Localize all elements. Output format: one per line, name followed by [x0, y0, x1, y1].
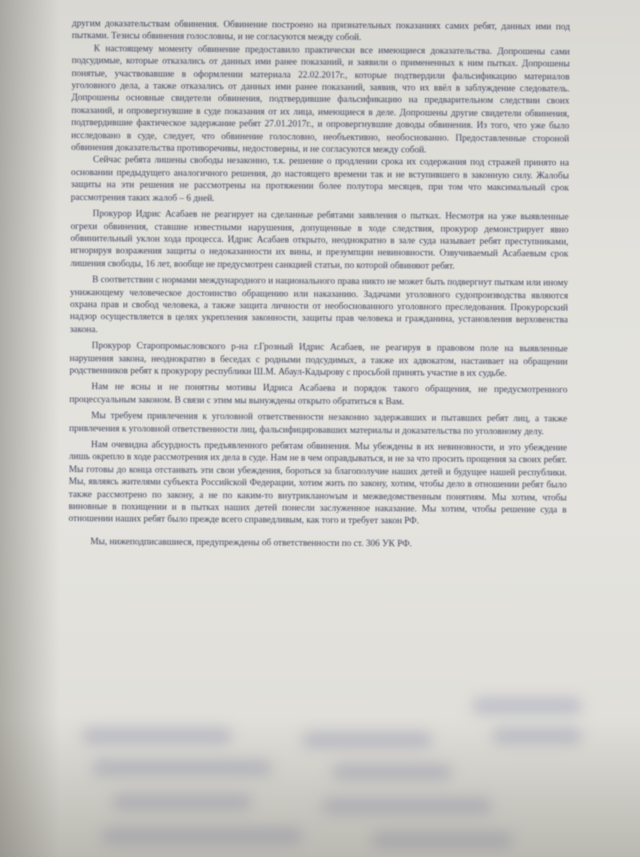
- page-shadow-left: [0, 0, 60, 857]
- paragraph-3: Сейчас ребята лишены свободы незаконно, т.к. решение о продлении срока их содержания под стражей принято на основании предыдущего аналогичного решения, до настоящего времени так и не вступившего в законную силу. Жалобы защиты на эти решения не рассмотрены на протяжении более полутора месяцев, при том что максимальный срок рассмотрения таких жалоб – 6 дней.: [70, 155, 570, 204]
- redacted-signatures: [72, 698, 592, 857]
- paragraph-4: Прокурор Идрис Асабаев не реагирует на сделанные ребятами заявления о пытках. Несмотря на уже выявленные огрехи обвинения, ставшие известными нарушения, допущенные в ходе следствия, прокурор демонстрирует явно обвинительный уклон хода процесса. Идрис Асабаев открыто, неоднократно в зале суда называет ребят преступниками, игнорируя возражения защиты о недоказанности их вины, и презумпции невиновности. Озвучиваемый Асабаевым срок лишения свободы, 16 лет, вообще не предусмотрен санкцией статьи, по которой обвиняют ребят.: [70, 209, 569, 272]
- paragraph-2: К настоящему моменту обвинение предоставило практически все имеющиеся доказательства. Допрошены сами подсудимые, которые отказались от данных ими ранее показаний, и заявили о примененных к ним пытках. Допрошены понятые, участвовавшие в оформлении материала 22.02.2017г., которые подтвердили фальсификацию материалов уголовного дела, а также отказались от данных ими ранее показаний, заявив, что их ввёл в заблуждение следователь. Допрошены основные свидетели обвинения, подтвердившие фальсификацию на предварительном следствии своих показаний, и опровергнувшие в суде показания от их лица, имеющиеся в деле. Допрошены другие свидетели обвинения, подтвердившие фактическое задержание ребят 27.01.2017г., и опровергнувшие доводы обвинения. Из того, что уже было исследовано в суде, следует, что обвинение голословно, необъективно, необоснованно. Предоставленные стороной обвинения доказательства противоречивы, недостоверны, и не согласуются между собой.: [71, 43, 570, 156]
- letter-body: [68, 18, 570, 552]
- signature-statement: Мы, нижеподписавшиеся, предупреждены об ответственности по ст. 306 УК РФ.: [90, 536, 412, 550]
- paragraph-9: Нам очевидна абсурдность предъявленного ребятам обвинения. Мы убеждены в их невиновности, и это убеждение лишь окрепло в ходе рассмотрения их дела в суде. Нам не в чем оправдываться, и не за что просить прощения за своих ребят. Мы готовы до конца отстаивать эти свои убеждения, бороться за благополучие наших детей и будущее нашей республики. Мы, являясь жителями субъекта Российской Федерации, хотим жить по закону, хотим, чтобы дело в отношении ребят было также рассмотрено по закону, а не по каким-то внутрикланowым и межведомственным понятиям. Мы хотим, чтобы виновные в похищении и в пытках наших детей понесли заслуженное наказание. Мы хотим, чтобы решение суда в отношении наших ребят было прежде всего справедливым, как того и требует закон РФ.: [68, 440, 568, 527]
- paragraph-6: Прокурор Старопромысловского р-на г.Грозный Идрис Асабаев, не реагируя в правовом поле на выявленные нарушения закона, неоднократно в беседах с родными подсудимых, а также их адвокатом, настаивает на обращении родственников ребят к прокурору республики Ш.М. Абаул-Кадырову с просьбой принять участие в их судьбе.: [69, 341, 568, 380]
- paragraph-8: Мы требуем привлечения к уголовной ответственности незаконно задержавших и пытавших ребят лиц, а также привлечения к уголовной ответственности лиц, фальсифицировавших материалы и доказательства по уголовному делу.: [69, 411, 568, 437]
- paragraph-1: другим доказательствам обвинения. Обвинение построено на признательных показаниях самих ребят, данных ими под пытками. Тезисы обвинения голословны, и не согласуются между собой.: [71, 18, 570, 44]
- paragraph-7: Нам не ясны и не понятны мотивы Идриса Асабаева и порядок такого обращения, не предусмотренного процессуальным законом. В связи с этим мы вынуждены открыто обратиться к Вам.: [69, 382, 568, 408]
- paragraph-5: В соответствии с нормами международного и национального права никто не может быть подвергнут пыткам или иному унижающему человеческое достоинство обращению или наказанию. Задачами уголовного судопроизводства являются охрана прав и свобод человека, а также защита личности от необоснованного уголовного преследования. Прокурорский надзор осуществляется в целях укрепления законности, защиты прав человека и гражданина, установления верховенства закона.: [69, 275, 569, 335]
